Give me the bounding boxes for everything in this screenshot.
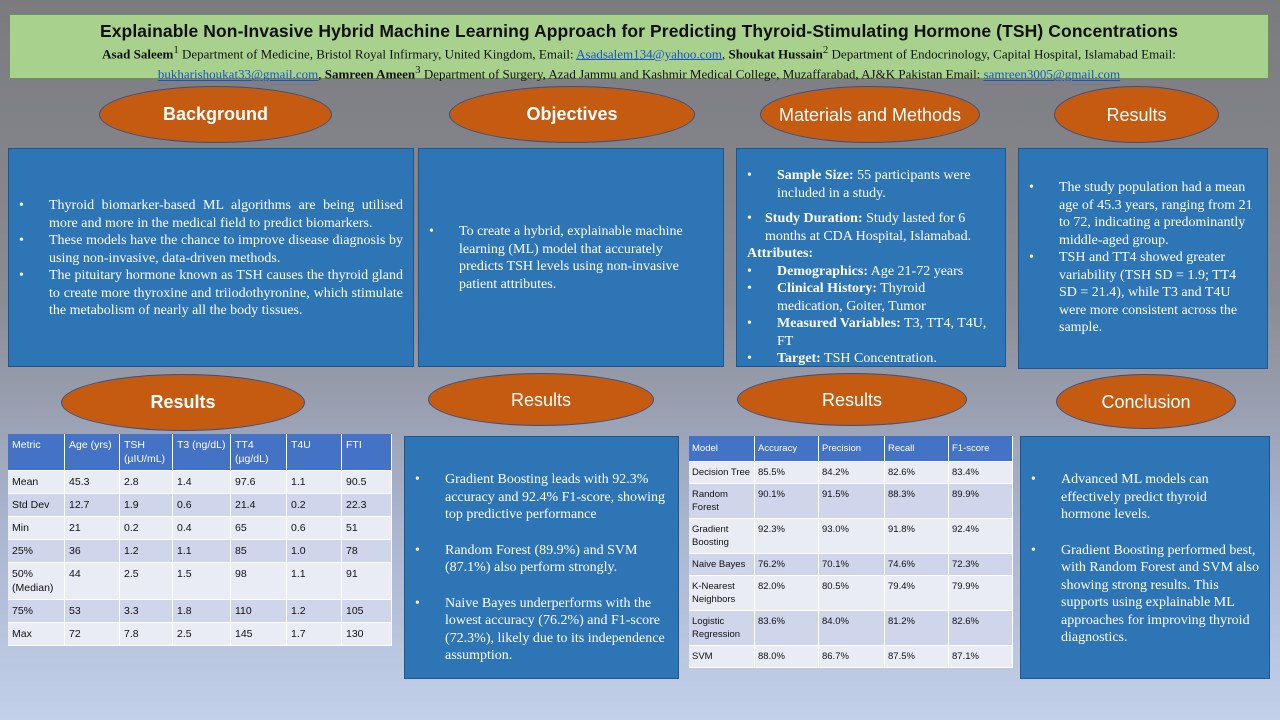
table-cell: Mean <box>8 471 65 494</box>
author-2-sup: 2 <box>822 44 829 56</box>
table-cell: 92.4% <box>949 519 1013 554</box>
author-2-email-link[interactable]: bukharishoukat33@gmail.com <box>157 66 319 82</box>
table-cell: 79.4% <box>885 576 949 611</box>
table-cell: 51 <box>342 517 392 540</box>
table-row <box>689 462 1013 484</box>
conclusion-heading: Conclusion <box>1056 374 1236 429</box>
model-col-header: Recall <box>885 436 949 462</box>
stats-table-header-row <box>8 434 392 471</box>
model-col-header: Model <box>689 436 755 462</box>
table-cell: 36 <box>65 540 120 563</box>
table-cell: 1.0 <box>287 540 342 563</box>
duration-label: Study Duration: <box>765 211 863 226</box>
clinical-history-label: Clinical History: <box>777 281 877 296</box>
table-cell: 21.4 <box>231 494 287 517</box>
materials-clinical-history <box>737 280 991 315</box>
table-cell: 110 <box>231 600 287 623</box>
table-cell: 130 <box>342 623 392 646</box>
table-cell: 87.5% <box>885 646 949 668</box>
table-cell: K-Nearest Neighbors <box>689 576 755 611</box>
results-table-heading: Results <box>61 374 305 431</box>
table-cell: 72 <box>65 623 120 646</box>
table-cell: 1.4 <box>173 471 231 494</box>
results-top-item-1: • The study population had a mean age of 45.3 years, ranging from 21 to 72, indicating a predominantly middle-aged group. <box>1019 179 1257 249</box>
table-cell: 83.4% <box>949 462 1013 484</box>
poster-header <box>9 14 1269 82</box>
materials-duration <box>737 210 991 245</box>
table-cell: Max <box>8 623 65 646</box>
stats-col-header: TSH (µIU/mL) <box>120 434 173 471</box>
results-top-box <box>1018 148 1268 369</box>
table-row <box>8 471 392 494</box>
table-cell: 1.2 <box>287 600 342 623</box>
author-3-affiliation: Department of Surgery, Azad Jammu and Kashmir Medical College, Muzaffarabad, AJ&K Pakistan Email: <box>420 66 984 82</box>
table-cell: 91.5% <box>819 484 885 519</box>
table-cell: Naive Bayes <box>689 554 755 576</box>
objectives-box <box>418 148 724 367</box>
table-cell: 85.5% <box>755 462 819 484</box>
conclusion-box <box>1020 436 1270 679</box>
model-col-header: Precision <box>819 436 885 462</box>
table-cell: 0.6 <box>173 494 231 517</box>
table-cell: 0.2 <box>120 517 173 540</box>
background-item-3: • The pituitary hormone known as TSH causes the thyroid gland to create more thyroxine and triiodothyronine, which stimulate the metabolism of nearly all the body tissues. <box>9 267 403 320</box>
table-cell: 92.3% <box>755 519 819 554</box>
materials-methods-heading: Materials and Methods <box>760 86 980 143</box>
table-cell: 79.9% <box>949 576 1013 611</box>
table-cell: 89.9% <box>949 484 1013 519</box>
table-cell: 87.1% <box>949 646 1013 668</box>
table-cell: 85 <box>231 540 287 563</box>
author-3-name: Samreen Ameen <box>324 66 416 82</box>
clinical-history-text: Thyroid medication, Goiter, Tumor <box>777 281 926 314</box>
table-cell: 25% <box>8 540 65 563</box>
objectives-heading: Objectives <box>449 86 695 143</box>
table-cell: 12.7 <box>65 494 120 517</box>
table-cell: Gradient Boosting <box>689 519 755 554</box>
table-cell: 91 <box>342 563 392 600</box>
table-cell: SVM <box>689 646 755 668</box>
author-1-name: Asad Saleem <box>102 46 174 62</box>
results-top-item-2: • TSH and TT4 showed greater variability (TSH SD = 1.9; TT4 SD = 21.4), while T3 and T4U were more consistent across the sample. <box>1019 249 1257 337</box>
table-cell: 45.3 <box>65 471 120 494</box>
table-cell: Std Dev <box>8 494 65 517</box>
table-cell: 105 <box>342 600 392 623</box>
table-cell: 74.6% <box>885 554 949 576</box>
stats-table <box>8 434 392 646</box>
table-cell: 78 <box>342 540 392 563</box>
author-1-email-link[interactable]: Asadsalem134@yahoo.com <box>576 46 723 62</box>
table-cell: 80.5% <box>819 576 885 611</box>
table-cell: 1.2 <box>120 540 173 563</box>
table-cell: 65 <box>231 517 287 540</box>
table-row <box>8 540 392 563</box>
conclusion-item-2: • Gradient Boosting performed best, with Random Forest and SVM also showing strong results. This supports using explainable ML approaches for improving thyroid diagnostics. <box>1021 542 1259 647</box>
table-cell: 82.6% <box>885 462 949 484</box>
model-table <box>689 436 1013 668</box>
background-heading: Background <box>99 86 332 143</box>
author-separator-2: , <box>318 66 325 82</box>
table-cell: 75% <box>8 600 65 623</box>
table-cell: Decision Tree <box>689 462 755 484</box>
model-col-header: F1-score <box>949 436 1013 462</box>
materials-sample-size <box>737 167 991 202</box>
table-row <box>8 517 392 540</box>
table-row <box>689 484 1013 519</box>
table-cell: 90.1% <box>755 484 819 519</box>
stats-col-header: T3 (ng/dL) <box>173 434 231 471</box>
table-row <box>8 563 392 600</box>
table-cell: 83.6% <box>755 611 819 646</box>
table-cell: 1.7 <box>287 623 342 646</box>
objectives-item-1: • To create a hybrid, explainable machine learning (ML) model that accurately predicts TSH levels using non-invasive patient attributes. <box>419 223 709 293</box>
table-cell: 82.0% <box>755 576 819 611</box>
attributes-label: Attributes: <box>747 246 814 261</box>
table-cell: 44 <box>65 563 120 600</box>
demographics-text: Age 21-72 years <box>868 263 964 279</box>
results-mid-box <box>404 436 679 679</box>
table-cell: 1.1 <box>287 563 342 600</box>
table-cell: 90.5 <box>342 471 392 494</box>
table-cell: 97.6 <box>231 471 287 494</box>
table-cell: Random Forest <box>689 484 755 519</box>
author-2-affiliation: Department of Endocrinology, Capital Hospital, Islamabad Email: <box>828 46 1176 62</box>
table-cell: 84.2% <box>819 462 885 484</box>
results-mid-item-3: • Naive Bayes underperforms with the lowest accuracy (76.2%) and F1-score (72.3%), likely due to its independence assumption. <box>405 595 668 665</box>
author-separator-1: , <box>722 46 729 62</box>
table-cell: 88.3% <box>885 484 949 519</box>
results-mid-item-1: • Gradient Boosting leads with 92.3% accuracy and 92.4% F1-score, showing top predictive performance <box>405 471 668 524</box>
results-top-heading: Results <box>1054 86 1219 143</box>
table-cell: 2.5 <box>173 623 231 646</box>
table-cell: 72.3% <box>949 554 1013 576</box>
stats-col-header: TT4 (µg/dL) <box>231 434 287 471</box>
model-table-header-row <box>689 436 1013 462</box>
table-cell: 145 <box>231 623 287 646</box>
stats-col-header: FTI <box>342 434 392 471</box>
author-2-name: Shoukat Hussain <box>728 46 823 62</box>
materials-demographics <box>737 263 991 281</box>
table-cell: 1.9 <box>120 494 173 517</box>
table-cell: 84.0% <box>819 611 885 646</box>
stats-col-header: T4U <box>287 434 342 471</box>
table-cell: 91.8% <box>885 519 949 554</box>
table-cell: 1.5 <box>173 563 231 600</box>
background-box <box>8 148 414 367</box>
table-cell: 1.1 <box>287 471 342 494</box>
table-cell: Min <box>8 517 65 540</box>
measured-variables-label: Measured Variables: <box>777 316 901 331</box>
author-1-sup: 1 <box>173 44 179 56</box>
target-label: Target: <box>777 351 821 366</box>
table-cell: 81.2% <box>885 611 949 646</box>
table-row <box>689 554 1013 576</box>
author-3-sup: 3 <box>415 64 421 77</box>
author-1-affiliation: Department of Medicine, Bristol Royal Infirmary, United Kingdom, Email: <box>178 46 577 62</box>
table-row <box>689 519 1013 554</box>
background-item-1: • Thyroid biomarker-based ML algorithms are being utilised more and more in the medical field to predict biomarkers. <box>9 197 403 232</box>
duration-text: Study lasted for 6 months at CDA Hospital, Islamabad. <box>765 211 972 244</box>
table-cell: 76.2% <box>755 554 819 576</box>
materials-target <box>737 350 991 367</box>
table-cell: 2.5 <box>120 563 173 600</box>
stats-col-header: Metric <box>8 434 65 471</box>
background-item-2: • These models have the chance to improve disease diagnosis by using non-invasive, data-driven methods. <box>9 232 403 267</box>
table-row <box>689 576 1013 611</box>
table-cell: 50% (Median) <box>8 563 65 600</box>
table-row <box>689 646 1013 668</box>
table-cell: 98 <box>231 563 287 600</box>
sample-size-label: Sample Size: <box>777 168 854 183</box>
table-cell: 0.2 <box>287 494 342 517</box>
table-cell: 70.1% <box>819 554 885 576</box>
table-cell: 86.7% <box>819 646 885 668</box>
table-cell: 53 <box>65 600 120 623</box>
table-cell: 93.0% <box>819 519 885 554</box>
model-col-header: Accuracy <box>755 436 819 462</box>
table-cell: 82.6% <box>949 611 1013 646</box>
table-cell: 88.0% <box>755 646 819 668</box>
table-row <box>689 611 1013 646</box>
results-models-heading: Results <box>737 373 967 426</box>
table-cell: 7.8 <box>120 623 173 646</box>
table-cell: Logistic Regression <box>689 611 755 646</box>
author-3-email-link[interactable]: samreen3005@gmail.com <box>983 66 1121 82</box>
materials-measured-variables <box>737 315 991 350</box>
sample-size-text: 55 participants were included in a study. <box>777 168 971 201</box>
table-row <box>8 494 392 517</box>
table-cell: 21 <box>65 517 120 540</box>
target-text: TSH Concentration. <box>820 351 937 366</box>
measured-variables-text: T3, TT4, T4U, FT <box>777 316 987 349</box>
poster-title: Explainable Non-Invasive Hybrid Machine Learning Approach for Predicting Thyroid-Stimulating Hormone (TSH) Concentrations <box>99 21 1179 41</box>
table-cell: 22.3 <box>342 494 392 517</box>
table-cell: 1.1 <box>173 540 231 563</box>
results-mid-heading: Results <box>428 373 654 426</box>
materials-box <box>736 148 1006 367</box>
results-mid-item-2: • Random Forest (89.9%) and SVM (87.1%) also perform strongly. <box>405 542 668 577</box>
table-row <box>8 623 392 646</box>
demographics-label: Demographics: <box>777 263 868 279</box>
author-line <box>10 42 1268 83</box>
table-cell: 3.3 <box>120 600 173 623</box>
table-cell: 0.4 <box>173 517 231 540</box>
table-cell: 0.6 <box>287 517 342 540</box>
table-row <box>8 600 392 623</box>
table-cell: 2.8 <box>120 471 173 494</box>
stats-col-header: Age (yrs) <box>65 434 120 471</box>
conclusion-item-1: • Advanced ML models can effectively predict thyroid hormone levels. <box>1021 471 1259 524</box>
table-cell: 1.8 <box>173 600 231 623</box>
